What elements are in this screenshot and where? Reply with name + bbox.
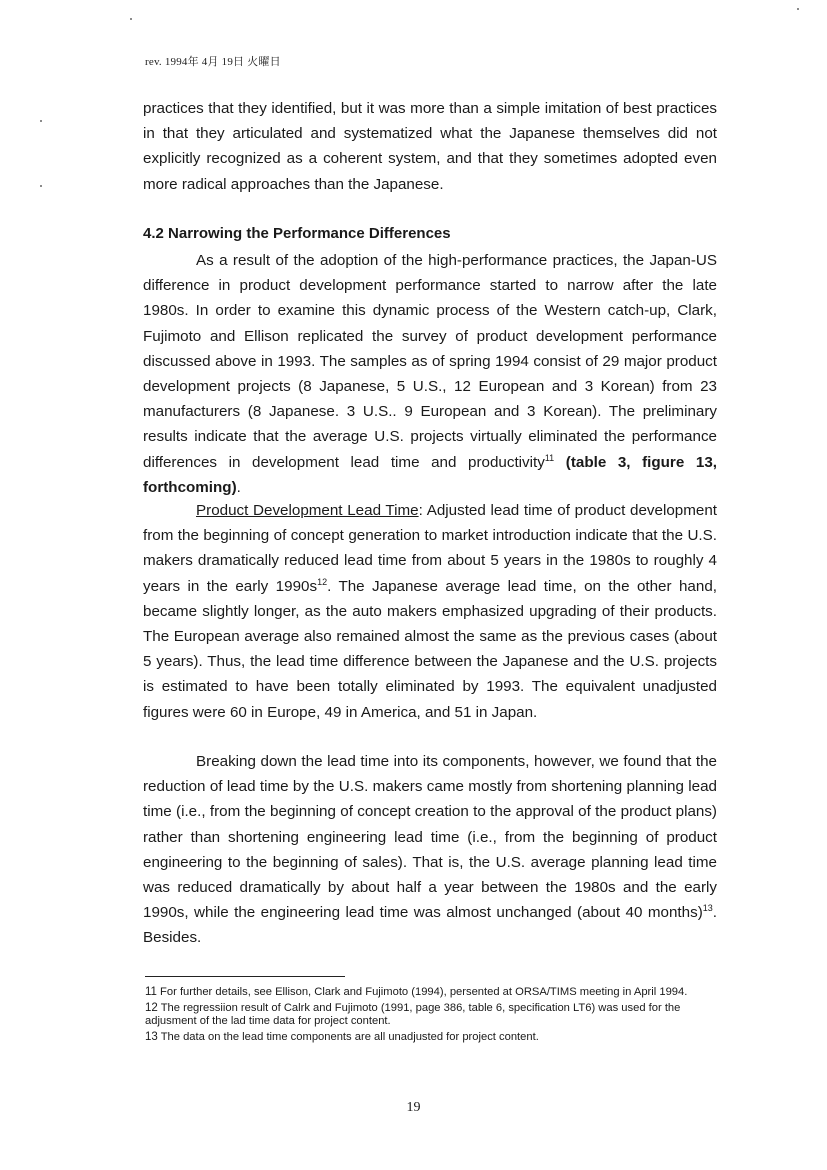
- subsection-label: Product Development Lead Time: [196, 502, 419, 519]
- paragraph-continuation: practices that they identified, but it was more than a simple imitation of best practices in that they articulated and systematized what the Japanese themselves did not explicitly recognized as a coherent system, and that they sometimes adopted even more radical approaches than the Japanese.: [143, 100, 717, 193]
- scan-speck: [40, 120, 42, 122]
- footnote-ref-12: 12: [317, 576, 328, 587]
- paragraph-text: As a result of the adoption of the high-performance practices, the Japan-US difference in product development performance started to narrow after the late 1980s. In order to examine this dynamic process of the Western catch-up, Clark, Fujimoto and Ellison replicated the survey of product development performance discussed above in 1993. The samples as of spring 1994 consist of 29 major product development projects (8 Japanese, 5 U.S., 12 European and 3 Korean) from 23 manufacturers (8 Japanese. 3 U.S.. 9 European and 3 Korean). The preliminary results indicate that the average U.S. projects virtually eliminated the performance differences in development lead time and productivity: [143, 252, 717, 471]
- table-figure-reference: (table 3, figure 13, forthcoming): [143, 453, 717, 496]
- scan-speck: [130, 18, 132, 20]
- paragraph-end: . Besides.: [143, 904, 717, 947]
- footnote-11: [145, 986, 705, 1000]
- footnote-text: The data on the lead time components are all unadjusted for project content.: [157, 1030, 539, 1043]
- footnote-text: For further details, see Ellison, Clark and Fujimoto (1994), persented at ORSA/TIMS meeting in April 1994.: [156, 986, 688, 998]
- footnote-text: The regressiion result of Calrk and Fujimoto (1991, page 386, table 6, specification LT6) was used for the adjusment of the lad time data for project content.: [145, 1001, 681, 1027]
- footnote-ref-13: 13: [702, 903, 713, 914]
- paragraph-text: Breaking down the lead time into its components, however, we found that the reduction of lead time by the U.S. makers came mostly from shortening planning lead time (i.e., from the beginning of concept creation to the approval of the product plans) rather than shortening engineering lead time (i.e., from the beginning of product engineering to the beginning of sales). That is, the U.S. average planning lead time was reduced dramatically by about half a year between the 1980s and the early 1990s, while the engineering lead time was almost unchanged (about 40 months): [143, 753, 717, 922]
- scan-speck: [797, 8, 799, 10]
- footnote-divider: [145, 976, 345, 977]
- footnote-number: 12: [145, 1001, 158, 1014]
- scan-speck: [40, 185, 42, 187]
- paragraph-narrowing: [143, 248, 717, 500]
- paragraph-components: [143, 749, 717, 951]
- footnote-number: 11: [145, 986, 157, 998]
- footnote-12: [145, 1002, 705, 1029]
- footnote-number: 13: [145, 1030, 158, 1043]
- revision-header: rev. 1994年 4月 19日 火曜日: [145, 56, 281, 68]
- section-heading: 4.2 Narrowing the Performance Differences: [143, 225, 451, 242]
- paragraph-end: .: [236, 478, 241, 496]
- footnote-ref-11: 11: [544, 452, 555, 463]
- footnotes: [145, 986, 705, 1046]
- paragraph-text-cont: . The Japanese average lead time, on the other hand, became slightly longer, as the auto makers emphasized upgrading of their products. The European average also remained almost the same as the previous cases (about 5 years). Thus, the lead time difference between the Japanese and the U.S. projects is estimated to have been totally eliminated by 1993. The equivalent unadjusted figures were 60 in Europe, 49 in America, and 51 in Japan.: [143, 577, 717, 721]
- paragraph-lead-time: [143, 498, 717, 725]
- paragraph-text: : Adjusted lead time of product development from the beginning of concept generation to market introduction indicate that the U.S. makers dramatically reduced lead time from about 5 years in the 1980s to roughly 4 years in the early 1990s: [143, 502, 717, 595]
- page-number: 19: [406, 1100, 421, 1115]
- footnote-13: [145, 1031, 705, 1045]
